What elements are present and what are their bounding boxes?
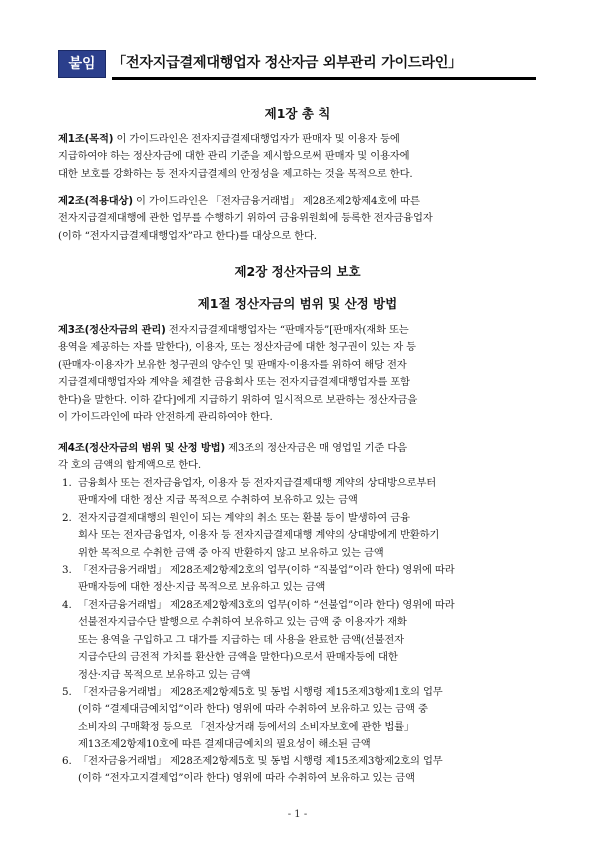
list-item-line: 전자지급결제대행의 원인이 되는 계약의 취소 또는 환불 등이 발생하여 금융 [78, 512, 410, 524]
article-3-line-2: 용역을 제공하는 자를 말한다), 이용자, 또는 정산자금에 대한 청구권이 있는 자 등 [58, 341, 416, 354]
list-item-number: 3. [62, 564, 72, 576]
article-2 [58, 193, 540, 245]
list-item-line: 또는 용역을 구입하고 그 대가를 지급하는 데 사용을 완료한 금액(선불전자 [78, 633, 404, 646]
list-item-number: 4. [62, 599, 72, 611]
article-1-heading: 제1조(목적) [58, 133, 114, 145]
list-item-number: 5. [62, 686, 72, 698]
article-2-line-3: (이하 “전자지급결제대행업자”라고 한다)를 대상으로 한다. [58, 229, 317, 242]
list-item-line: 제13조제2항제10호에 따른 결제대금예치의 필요성이 해소된 금액 [78, 738, 371, 751]
list-item-number: 1. [62, 477, 72, 489]
list-item-line: 소비자의 구매확정 등으로 「전자상거래 등에서의 소비자보호에 관한 법률」 [78, 720, 415, 733]
article-1-line-3: 대한 보호를 강화하는 등 전자지급결제의 안정성을 제고하는 것을 목적으로 한다. [58, 167, 413, 180]
article-4-line-1: 제4조(정산자금의 범위 및 산정 방법) 제3조의 정산자금은 매 영업일 기준 다음 [58, 442, 407, 454]
list-item-line: 선불전자지급수단 발행으로 수취하여 보유하고 있는 금액 중 이용자가 재화 [78, 616, 407, 629]
article-2-line-2: 전자지급결제대행에 관한 업무를 수행하기 위하여 금융위원회에 등록한 전자금융업자 [58, 212, 433, 225]
document-header [58, 50, 538, 78]
attachment-tag: 붙임 [58, 50, 106, 78]
section-1-heading: 제1절 정산자금의 범위 및 산정 방법 [197, 296, 398, 311]
article-3 [58, 322, 540, 426]
list-item-line: 회사 또는 전자금융업자, 이용자 등 전자지급결제대행 계약의 상대방에게 반환하기 [78, 529, 440, 542]
list-item-line: 금융회사 또는 전자금융업자, 이용자 등 전자지급결제대행 계약의 상대방으로부터 [78, 477, 437, 489]
title-underline [112, 77, 536, 80]
article-3-line-4: 지급결제대행업자와 계약을 체결한 금융회사 또는 전자지급결제대행업자를 포함 [58, 376, 410, 389]
article-1 [58, 131, 540, 183]
article-3-line-6: 이 가이드라인에 따라 안전하게 관리하여야 한다. [58, 411, 273, 424]
list-item-line: 「전자금융거래법」 제28조제2항제2호의 업무(이하 “직불업”이라 한다) 영위에 따라 [78, 564, 455, 576]
list-item-line: (이하 “전자고지결제업”이라 한다) 영위에 따라 수취하여 보유하고 있는 금액 [78, 772, 415, 785]
chapter-2-heading: 제2장 정산자금의 보호 [234, 264, 361, 279]
article-3-heading: 제3조(정산자금의 관리) [58, 324, 166, 336]
article-4-line-2: 각 호의 금액의 합계액으로 한다. [58, 459, 201, 472]
list-item-line: 판매자등에 대한 정산·지급 목적으로 보유하고 있는 금액 [78, 581, 326, 594]
list-item-line: 「전자금융거래법」 제28조제2항제3호의 업무(이하 “선불업”이라 한다) 영위에 따라 [78, 599, 455, 611]
article-3-line-3: (판매자·이용자가 보유한 청구권의 양수인 및 판매자·이용자를 위하여 해당 전자 [58, 358, 407, 371]
article-2-heading: 제2조(적용대상) [58, 195, 133, 207]
document-title: 「전자지급결제대행업자 정산자금 외부관리 가이드라인」 [112, 55, 463, 71]
chapter-1-heading: 제1장 총 칙 [264, 106, 331, 121]
page-number: - 1 - [287, 809, 308, 820]
article-1-line-2: 지급하여야 하는 정산자금에 대한 관리 기준을 제시함으로써 판매자 및 이용자에 [58, 150, 410, 163]
list-item-number: 6. [62, 755, 72, 767]
article-2-line-1: 제2조(적용대상) 이 가이드라인은 「전자금융거래법」 제28조제2항제4호에 따른 [58, 195, 420, 207]
article-1-line-1: 제1조(목적) 이 가이드라인은 전자지급결제대행업자가 판매자 및 이용자 등에 [58, 133, 400, 145]
list-item-line: 판매자에 대한 정산 지급 목적으로 수취하여 보유하고 있는 금액 [78, 494, 358, 507]
article-3-line-1: 제3조(정산자금의 관리) 전자지급결제대행업자는 “판매자등”[판매자(재화 또는 [58, 324, 409, 336]
list-item-line: (이하 “결제대금예치업”이라 한다) 영위에 따라 수취하여 보유하고 있는 금액 중 [78, 703, 428, 716]
list-item-line: 「전자금융거래법」 제28조제2항제5호 및 동법 시행령 제15조제3항제2호의 업무 [78, 755, 443, 767]
list-item-line: 위한 목적으로 수취한 금액 중 아직 반환하지 않고 보유하고 있는 금액 [78, 546, 384, 559]
article-4 [58, 440, 540, 475]
list-item-line: 「전자금융거래법」 제28조제2항제5호 및 동법 시행령 제15조제3항제1호의 업무 [78, 686, 443, 698]
list-item-line: 정산·지급 목적으로 보유하고 있는 금액 [78, 668, 251, 681]
list-item-number: 2. [62, 512, 72, 524]
article-4-heading: 제4조(정산자금의 범위 및 산정 방법) [58, 442, 226, 454]
list-item-line: 지급수단의 금전적 가치를 환산한 금액을 말한다)으로서 판매자등에 대한 [78, 651, 398, 664]
article-3-line-5: 한다)을 말한다. 이하 같다]에게 지급하기 위하여 일시적으로 보관하는 정산자금을 [58, 393, 418, 406]
